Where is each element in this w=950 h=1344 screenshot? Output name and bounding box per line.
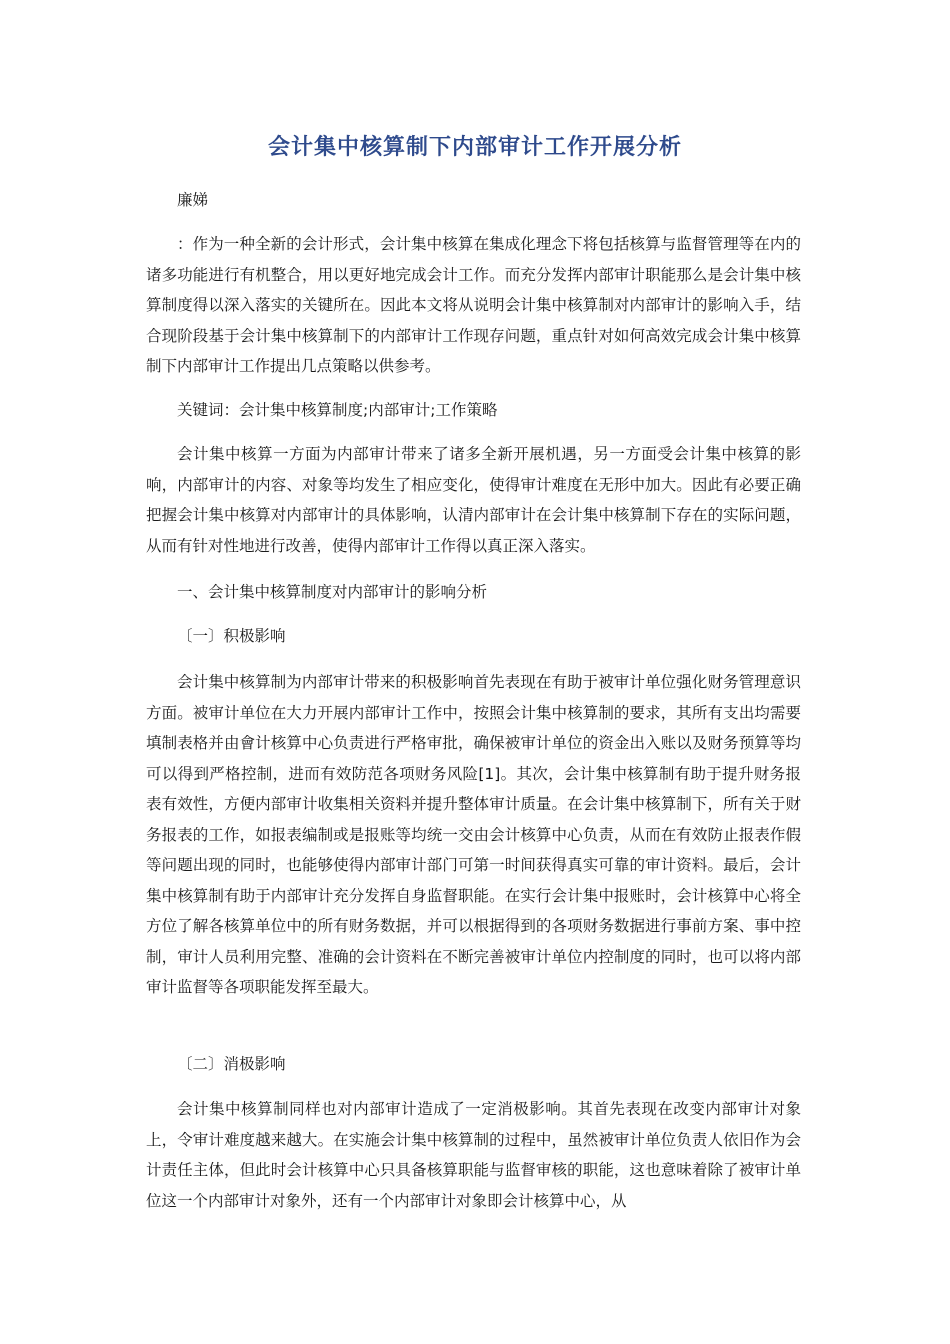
positive-impact-paragraph: 会计集中核算制为内部审计带来的积极影响首先表现在有助于被审计单位强化财务管理意识方面。被审计单位在大力开展内部审计工作中，按照会计集中核算制的要求，其所有支出均需要填制表格并由會计核算中心负责进行严格审批，确保被审计单位的资金出入账以及财务预算等均可以得到严格控制，进而有效防范各项财务风险[1]。其次，会计集中核算制有助于提升财务报表有效性，方便内部审计收集相关资料并提升整体审计质量。在会计集中核算制下，所有关于财务报表的工作，如报表编制或是报账等均统一交由会计核算中心负责，从而在有效防止报表作假等问题出现的同时，也能够使得内部审计部门可第一时间获得真实可靠的审计资料。最后，会计集中核算制有助于内部审计充分发挥自身监督职能。在实行会计集中报账时，会计核算中心将全方位了解各核算单位中的所有财务数据，并可以根据得到的各项财务数据进行事前方案、事中控制，审计人员利用完整、准确的会计资料在不断完善被审计单位内控制度的同时，也可以将内部审计监督等各项职能发挥至最大。 bbox=[146, 673, 801, 996]
subsection-heading-positive: 〔一〕积极影响 bbox=[177, 627, 286, 645]
abstract-paragraph: ：作为一种全新的会计形式，会计集中核算在集成化理念下将包括核算与监督管理等在内的诸多功能进行有机整合，用以更好地完成会计工作。而充分发挥内部审计职能那么是会计集中核算制度得以深入落实的关键所在。因此本文将从说明会计集中核算制对内部审计的影响入手，结合现阶段基于会计集中核算制下的内部审计工作现存问题，重点针对如何高效完成会计集中核算制下内部审计工作提出几点策略以供参考。 bbox=[146, 235, 801, 375]
document-title: 会计集中核算制下内部审计工作开展分析 bbox=[267, 135, 682, 160]
author-name: 廉娣 bbox=[177, 191, 209, 209]
negative-impact-paragraph: 会计集中核算制同样也对内部审计造成了一定消极影响。其首先表现在改变内部审计对象上，令审计难度越来越大。在实施会计集中核算制的过程中，虽然被审计单位负责人依旧作为会计责任主体，但此时会计核算中心只具备核算职能与监督审核的职能，这也意味着除了被审计单位这一个内部审计对象外，还有一个内部审计对象即会计核算中心，从 bbox=[146, 1100, 801, 1210]
keywords-line: 关键词：会计集中核算制度;内部审计;工作策略 bbox=[177, 401, 498, 419]
section-heading-1: 一、会计集中核算制度对内部审计的影响分析 bbox=[177, 583, 488, 601]
intro-paragraph: 会计集中核算一方面为内部审计带来了诸多全新开展机遇，另一方面受会计集中核算的影响，内部审计的内容、对象等均发生了相应变化，使得审计难度在无形中加大。因此有必要正确把握会计集中核算对内部审计的具体影响，认清内部审计在会计集中核算制下存在的实际问题，从而有针对性地进行改善，使得内部审计工作得以真正深入落实。 bbox=[146, 445, 801, 555]
subsection-heading-negative: 〔二〕消极影响 bbox=[177, 1055, 286, 1073]
